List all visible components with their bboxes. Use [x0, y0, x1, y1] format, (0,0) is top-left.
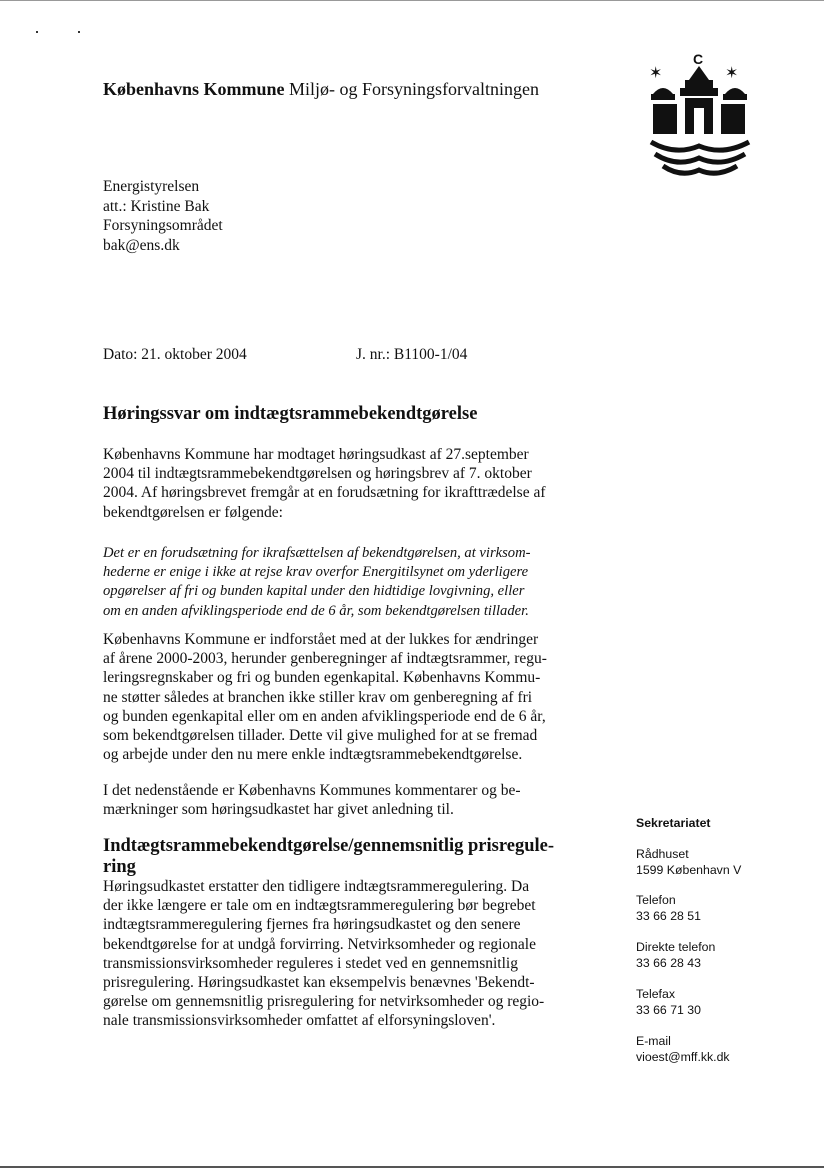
organization-name: Københavns Kommune: [103, 79, 285, 99]
text-line: der ikke længere er tale om en indtægtsrammeregulering bør begrebet: [103, 897, 536, 915]
scan-speck: [36, 31, 38, 33]
address-line: 1599 København V: [636, 862, 742, 877]
scan-bottom-edge: [0, 1166, 824, 1168]
star-icon: ✶: [649, 63, 663, 82]
text-line: ne støtter således at branchen ikke stiller krav om genberegning af fri: [103, 688, 533, 706]
recipient-address: [103, 177, 223, 255]
direct-phone-label: Direkte telefon: [636, 940, 716, 954]
text-line: bekendtgørelse for at undgå forvirring. Netvirksomheder og regionale: [103, 935, 536, 953]
text-line: 2004. Af høringsbrevet fremgår at en forudsætning for ikrafttrædelse af: [103, 484, 546, 502]
sidebar-direct-phone: [636, 940, 715, 971]
text-line: om en anden afviklingsperiode end de 6 år, som bekendtgørelsen tillader.: [103, 602, 529, 619]
recipient-line: Forsyningsområdet: [103, 217, 223, 234]
fax-label: Telefax: [636, 987, 675, 1001]
letter-title: Høringssvar om indtægtsrammebekendtgørelse: [103, 404, 478, 424]
text-line: Københavns Kommune har modtaget høringsudkast af 27.september: [103, 446, 529, 463]
sidebar-contact: [636, 816, 711, 832]
text-line: nale transmissionsvirksomheder omfattet af elforsyningsloven'.: [103, 1012, 496, 1030]
text-line: I det nedenstående er Københavns Kommunes kommentarer og be-: [103, 782, 521, 799]
text-line: hederne er enige i ikke at rejse krav overfor Energitilsynet om yderligere: [103, 564, 529, 581]
phone-number: 33 66 28 51: [636, 908, 701, 923]
text-line: Høringsudkastet erstatter den tidligere indtægtsrammeregulering. Da: [103, 878, 530, 895]
phone-label: Telefon: [636, 893, 676, 907]
text-line: mærkninger som høringsudkastet har givet anledning til.: [103, 801, 454, 819]
text-line: prisregulering. Høringsudkastet kan eksempelvis benævnes 'Bekendt-: [103, 974, 535, 992]
text-line: og bunden egenkapital eller om en anden afviklingsperiode end de 6 år,: [103, 707, 546, 725]
letter-date: Dato: 21. oktober 2004: [103, 346, 247, 363]
sidebar-title: Sekretariatet: [636, 816, 711, 830]
recipient-line: att.: Kristine Bak: [103, 197, 210, 215]
text-line: transmissionsvirksomheder reguleres i stedet ved en gennemsnitlig: [103, 954, 518, 972]
email-address: vioest@mff.kk.dk: [636, 1049, 730, 1064]
heading-line: Indtægtsrammebekendtgørelse/gennemsnitlig prisregule-: [103, 836, 555, 856]
heading-line: ring: [103, 857, 136, 877]
text-line: Det er en forudsætning for ikrafsættelsen af bekendtgørelsen, at virksom-: [103, 545, 531, 561]
recipient-email: bak@ens.dk: [103, 236, 180, 254]
text-line: opgørelser af fri og bunden kapital under den hidtidige lovgivning, eller: [103, 583, 525, 600]
paragraph-section: [103, 877, 558, 1031]
section-heading: [103, 836, 554, 878]
text-line: som bekendtgørelsen tillader. Dette vil give mulighed for at se fremad: [103, 727, 538, 745]
text-line: leringsregnskaber og fri og bunden egenkapital. Københavns Kommu-: [103, 669, 541, 687]
text-line: Københavns Kommune er indforstået med at der lukkes for ændringer: [103, 631, 539, 648]
crest-letter: C: [693, 51, 704, 67]
coat-of-arms-icon: [645, 50, 757, 186]
text-line: indtægtsrammeregulering fjernes fra høringsudkastet og den senere: [103, 916, 521, 934]
letterhead: [103, 79, 539, 100]
sidebar-address: [636, 847, 741, 878]
email-label: E-mail: [636, 1034, 671, 1048]
scan-speck: [78, 31, 80, 33]
text-line: af årene 2000-2003, herunder genberegninger af indtægtsrammer, regu-: [103, 650, 547, 668]
recipient-line: Energistyrelsen: [103, 178, 200, 195]
quoted-condition: [103, 544, 558, 621]
paragraph-comments-intro: [103, 781, 558, 819]
text-line: bekendtgørelsen er følgende:: [103, 503, 283, 521]
department-name: Miljø- og Forsyningsforvaltningen: [289, 79, 540, 99]
paragraph-intro: [103, 445, 558, 522]
journal-number: J. nr.: B1100-1/04: [356, 346, 468, 363]
sidebar-phone: [636, 893, 701, 924]
text-line: gørelse om gennemsnitlig prisregulering for netvirksomheder og regio-: [103, 993, 545, 1011]
sidebar-email: [636, 1034, 730, 1065]
paragraph-agreement: [103, 630, 558, 764]
address-line: Rådhuset: [636, 847, 689, 861]
sidebar-fax: [636, 987, 701, 1018]
star-icon: ✶: [725, 63, 739, 82]
direct-phone-number: 33 66 28 43: [636, 955, 701, 970]
scan-top-edge: [0, 0, 824, 1]
text-line: og arbejde under den nu mere enkle indtægtsrammebekendtgørelse.: [103, 746, 523, 764]
text-line: 2004 til indtægtsrammebekendtgørelsen og høringsbrev af 7. oktober: [103, 465, 532, 483]
fax-number: 33 66 71 30: [636, 1002, 701, 1017]
